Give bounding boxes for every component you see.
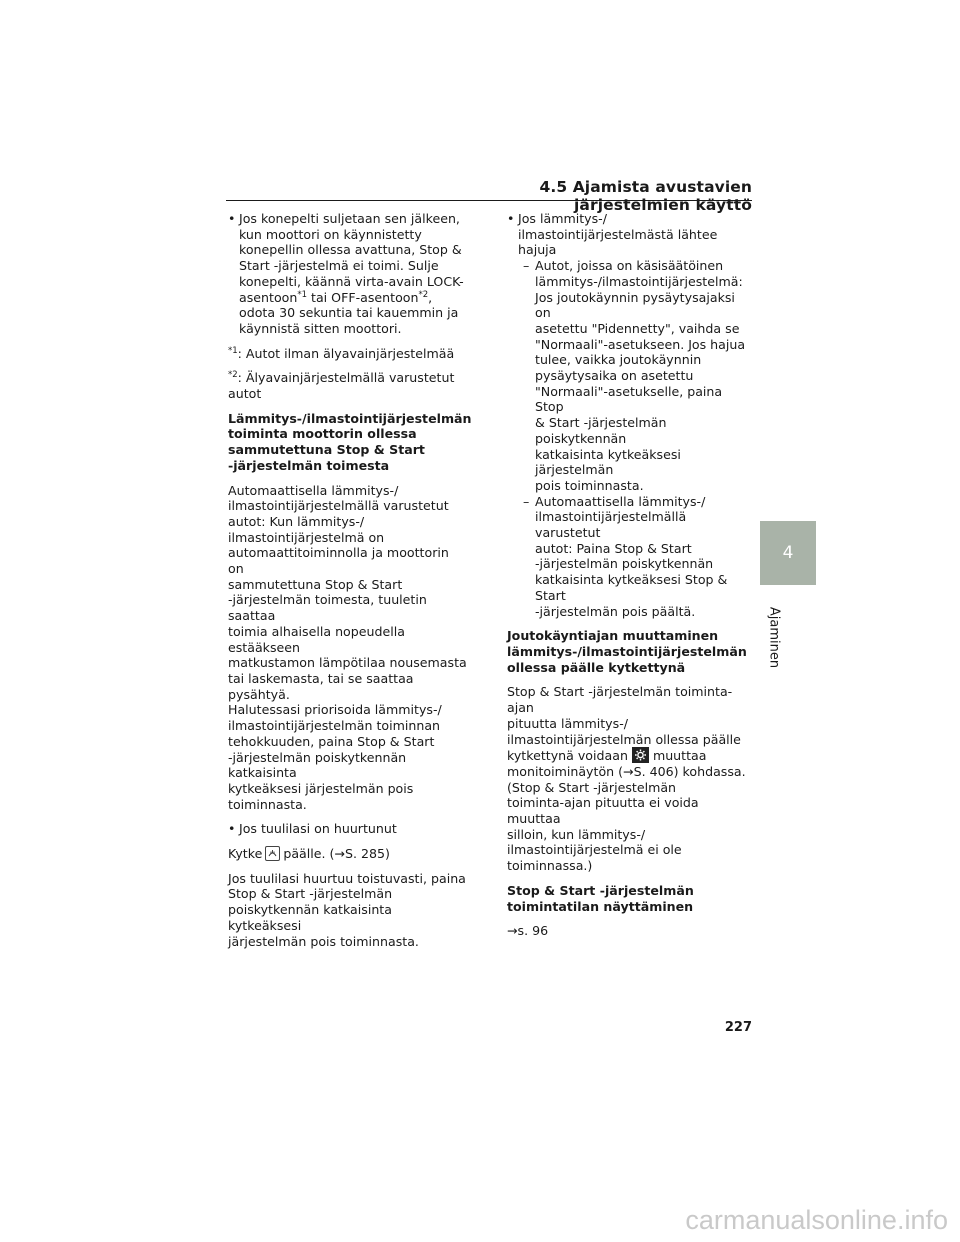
subheading: Joutokäyntiajan muuttaminen lämmitys-/ilmastointijärjestelmän ollessa päälle kytkettynä [507, 628, 747, 675]
list-item: • Jos tuulilasi on huurtunut [228, 821, 468, 837]
chapter-label: Ajaminen [766, 606, 782, 669]
page-number: 227 [724, 1020, 752, 1035]
right-column [507, 211, 752, 948]
list-item [228, 211, 468, 337]
bullet-text-mid: tai OFF-asentoon [307, 289, 419, 305]
footnote-mark: *2 [228, 370, 238, 381]
kytke-text: Kytke [228, 846, 263, 862]
dash-item [507, 494, 752, 620]
paragraph: Jos tuulilasi huurtuu toistuvasti, paina Stop & Start -järjestelmän poiskytkennän katkaisinta kytkeäksesi järjestelmän pois toiminnasta. [228, 870, 466, 949]
section-title: 4.5 Ajamista avustavien järjestelmien käyttö [539, 178, 752, 214]
footnote-text: : Älyavainjärjestelmällä varustetut autot [228, 370, 455, 402]
paragraph [507, 684, 752, 873]
left-column [228, 211, 472, 958]
list-item: • Jos lämmitys-/ ilmastointijärjestelmästä lähtee hajuja [507, 211, 752, 258]
dash-text: Automaattisella lämmitys-/ ilmastointijärjestelmällä varustetut autot: Paina Stop & Start -järjestelmän poiskytkennän katkaisinta kytkeäksesi Stop & Start -järjestelmän pois päältä. [535, 493, 728, 619]
chapter-number: 4 [782, 543, 794, 563]
subheading: Lämmitys-/ilmastointijärjestelmän toiminta moottorin ollessa sammutettuna Stop & Start -järjestelmän toimesta [228, 410, 472, 473]
chapter-label-wrap [763, 596, 785, 686]
bullet-text-end: , odota 30 sekuntia tai kauemmin ja käynnistä sitten moottori. [239, 289, 459, 336]
header-divider [226, 200, 752, 201]
subheading: Stop & Start -järjestelmän toimintatilan näyttäminen [507, 882, 694, 914]
footnote-1 [228, 346, 468, 362]
kytke-text-end: päälle. (→S. 285) [283, 846, 390, 862]
footnote-2 [228, 370, 468, 401]
footnote-text: : Autot ilman älyavainjärjestelmää [237, 345, 455, 361]
windshield-defogger-icon [265, 846, 280, 861]
paragraph [228, 846, 468, 862]
footnote-mark: *1 [228, 345, 238, 356]
bullet-text: Jos konepelti suljetaan sen jälkeen, kun moottori on käynnistetty konepellin ollessa avattuna, Stop & Start -järjestelmä ei toimi. Sulje konepelti, käännä virta-avain LOCK-asentoon [239, 211, 464, 305]
dash-marker: – [523, 493, 530, 509]
dash-marker: – [523, 258, 530, 274]
dash-text: Autot, joissa on käsisäätöinen lämmitys-/ilmastointijärjestelmä: Jos joutokäynnin pysäytysajaksi on asetettu "Pidennetty", vaihda se "Normaali"-asetukseen. Jos hajua tulee, vaikka joutokäynnin pysäytysaika on asetettu "Normaali"-asetukselle, paina Stop & Start -järjestelmän poiskytkennän katkaisinta kytkeäksesi järjestelmän pois toiminnasta. [535, 258, 746, 493]
footnote-mark: *2 [418, 289, 429, 300]
dash-item [507, 258, 752, 494]
paragraph-text: Stop & Start -järjestelmän toiminta-ajan pituutta lämmitys-/ ilmastointijärjestelmän ollessa päälle kytkettynä voidaan [507, 684, 741, 764]
footnote-mark: *1 [297, 289, 308, 300]
settings-icon [632, 747, 649, 763]
page-reference: →s. 96 [507, 923, 549, 939]
paragraph-text-end: muuttaa monitoiminäytön (→S. 406) kohdassa. (Stop & Start -järjestelmän toiminta-ajan pituutta ei voida muuttaa silloin, kun lämmitys-/ ilmastointijärjestelmä ei ole toiminnassa.) [507, 748, 746, 874]
paragraph: Automaattisella lämmitys-/ ilmastointijärjestelmällä varustetut autot: Kun lämmitys-/ ilmastointijärjestelmä on automaattitoiminnolla ja moottorin on sammutettuna Stop & Start -järjestelmän toimesta, tuuletin saattaa toimia alhaisella nopeudella estääkseen matkustamon lämpötilaa nousemasta tai laskemasta, tai se saattaa pysähtyä. Halutessasi priorisoida lämmitys-/ ilmastointijärjestelmän toiminnan tehokkuuden, paina Stop & Start -järjestelmän poiskytkennän katkaisinta kytkeäksesi järjestelmän pois toiminnasta. [228, 482, 467, 812]
watermark: carmanualsonline.info [685, 1205, 948, 1235]
chapter-tab [760, 521, 816, 585]
